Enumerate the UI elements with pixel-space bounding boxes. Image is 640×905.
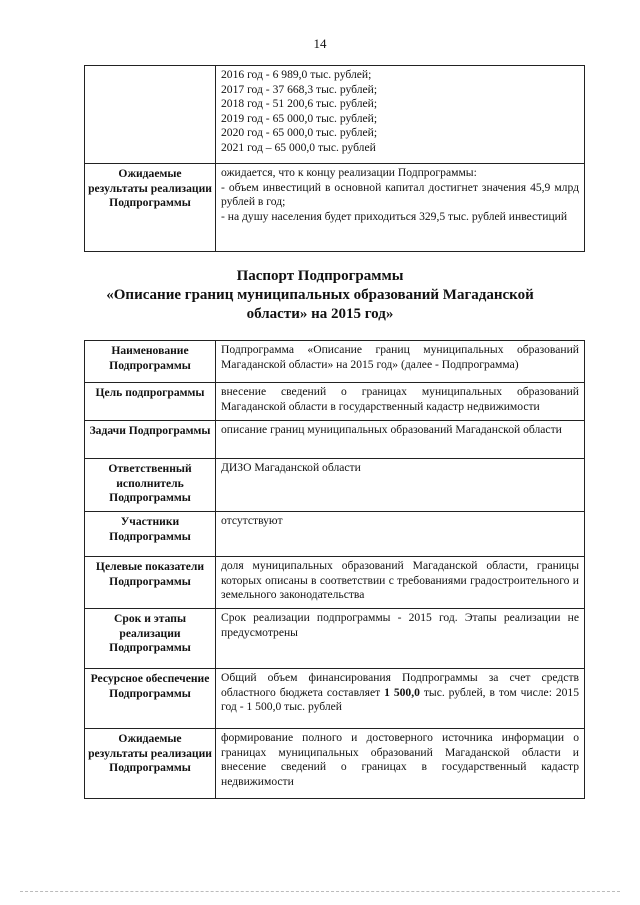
- row-label-participants: Участники Подпрограммы: [85, 512, 216, 557]
- funding-line: 2020 год - 65 000,0 тыс. рублей;: [221, 126, 378, 140]
- row-value-results: формирование полного и достоверного источника информации о границах муниципальных образований Магаданской области и внесение сведений о границах в государственный кадастр недвижимости: [216, 729, 585, 799]
- table-row: [85, 164, 585, 252]
- resources-text-2: тыс. рублей, в том числе: 2015 год - 1 500,0 тыс. рублей: [221, 685, 580, 714]
- funding-line: 2021 год – 65 000,0 тыс. рублей: [221, 140, 376, 154]
- resources-text-1: Общий объем финансирования Подпрограммы за счет средств областного бюджета составляет: [221, 671, 579, 699]
- result-line: - на душу населения будет приходиться 329,5 тыс. рублей инвестиций: [221, 209, 568, 223]
- table-row: [85, 341, 585, 383]
- subprogram-passport-table: [84, 340, 585, 799]
- row-value-goal: внесение сведений о границах муниципальных образований Магаданской области в государственный кадастр недвижимости: [216, 383, 585, 421]
- funding-line: 2016 год - 6 989,0 тыс. рублей;: [221, 68, 372, 81]
- passport-title: [0, 267, 640, 324]
- table-row: [85, 609, 585, 669]
- result-line: - объем инвестиций в основной капитал достигнет значения 45,9 млрд рублей в год;: [221, 180, 579, 209]
- row-value-participants: отсутствуют: [216, 512, 585, 557]
- funding-years-cell: [216, 66, 585, 164]
- row-label-terms: Срок и этапы реализации Подпрограммы: [85, 609, 216, 669]
- table-row: [85, 729, 585, 799]
- table-row: [85, 421, 585, 459]
- result-line: ожидается, что к концу реализации Подпрограммы:: [221, 166, 477, 179]
- row-label-empty: [85, 66, 216, 164]
- expected-results-label: Ожидаемые результаты реализации Подпрограммы: [85, 164, 216, 252]
- page-number: 14: [313, 36, 327, 51]
- table-row: [85, 459, 585, 512]
- expected-results-cell: [216, 164, 585, 252]
- row-value-terms: Срок реализации подпрограммы - 2015 год. Этапы реализации не предусмотрены: [216, 609, 585, 669]
- resources-total-amount: 1 500,0: [384, 685, 420, 699]
- row-value-resources: [216, 669, 585, 729]
- funding-line: 2019 год - 65 000,0 тыс. рублей;: [221, 111, 378, 125]
- funding-continuation-table: [84, 65, 585, 252]
- funding-line: 2018 год - 51 200,6 тыс. рублей;: [221, 97, 378, 111]
- row-value-tasks: описание границ муниципальных образований Магаданской области: [216, 421, 585, 459]
- table-row: [85, 512, 585, 557]
- row-value-targets: доля муниципальных образований Магаданской области, границы которых описаны в соответствии с требованиями градостроительного и земельного законодательства: [216, 557, 585, 609]
- scan-artifact-line: [20, 891, 620, 893]
- row-label-name: Наименование Подпрограммы: [85, 341, 216, 383]
- table-row: [85, 66, 585, 164]
- row-label-results: Ожидаемые результаты реализации Подпрограммы: [85, 729, 216, 799]
- row-label-tasks: Задачи Подпрограммы: [85, 421, 216, 459]
- row-value-executor: ДИЗО Магаданской области: [216, 459, 585, 512]
- title-line: Паспорт Подпрограммы: [236, 268, 404, 284]
- table-row: [85, 383, 585, 421]
- row-label-executor: Ответственный исполнитель Подпрограммы: [85, 459, 216, 512]
- table-row: [85, 557, 585, 609]
- funding-line: 2017 год - 37 668,3 тыс. рублей;: [221, 82, 378, 96]
- row-label-targets: Целевые показатели Подпрограммы: [85, 557, 216, 609]
- row-label-goal: Цель подпрограммы: [85, 383, 216, 421]
- title-line: «Описание границ муниципальных образований Магаданской: [106, 287, 534, 303]
- row-label-resources: Ресурсное обеспечение Подпрограммы: [85, 669, 216, 729]
- row-value-name: Подпрограмма «Описание границ муниципальных образований Магаданской области» на 2015 год» (далее - Подпрограмма): [216, 341, 585, 383]
- title-line: области» на 2015 год»: [246, 306, 394, 322]
- table-row: [85, 669, 585, 729]
